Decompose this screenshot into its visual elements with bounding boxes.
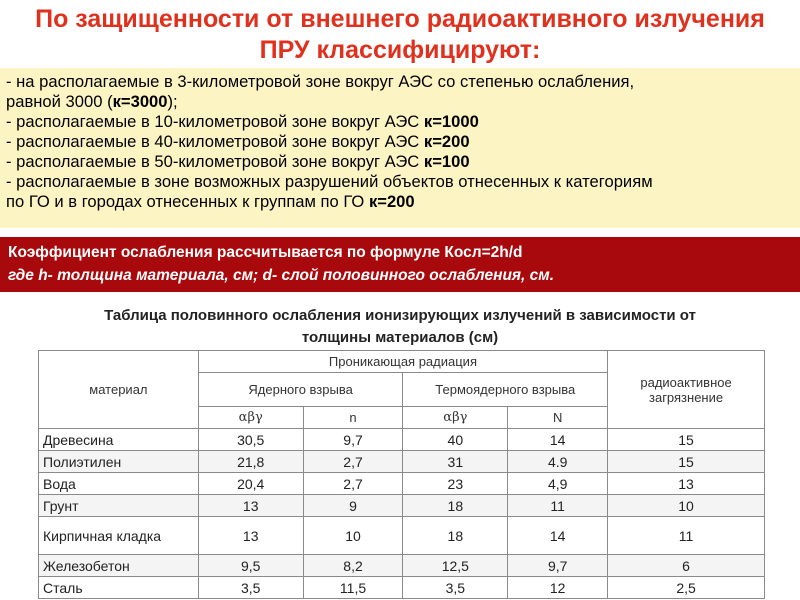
cell-value: 40	[403, 429, 508, 451]
coefficient-value: к=3000	[112, 92, 168, 111]
table-caption	[0, 305, 800, 349]
coefficient-value: к=200	[368, 192, 415, 211]
line-text: равной 3000 (	[6, 92, 113, 111]
table-row	[39, 517, 765, 555]
line-text: );	[167, 92, 178, 111]
cell-value: 9	[303, 495, 403, 517]
cell-value: 13	[198, 495, 303, 517]
coefficient-value: к=1000	[423, 112, 479, 131]
coefficient-value: к=200	[423, 132, 470, 151]
formula-line-2: где h- толщина материала, см; d- слой половинного ослабления, см.	[8, 267, 555, 284]
classification-line-1	[6, 72, 792, 92]
cell-value: 31	[403, 451, 508, 473]
table-row	[39, 473, 765, 495]
cell-value: 12	[508, 577, 608, 599]
cell-value: 9,7	[508, 555, 608, 577]
formula-box	[0, 237, 800, 292]
cell-value: 12,5	[403, 555, 508, 577]
cell-material: Грунт	[39, 495, 199, 517]
cell-value: 10	[608, 495, 765, 517]
attenuation-table	[38, 350, 765, 599]
cell-value: 2,5	[608, 577, 765, 599]
cell-value: 4,9	[508, 473, 608, 495]
cell-value: 13	[198, 517, 303, 555]
cell-value: 14	[508, 517, 608, 555]
cell-value: 14	[508, 429, 608, 451]
cell-value: 11,5	[303, 577, 403, 599]
table-row	[39, 577, 765, 599]
header-sub-3: αβγ	[403, 407, 508, 429]
header-contamination: радиоактивное загрязнение	[608, 351, 765, 429]
cell-value: 18	[403, 517, 508, 555]
cell-value: 4.9	[508, 451, 608, 473]
line-text: по ГО и в городах отнесенных к группам по ГО	[6, 192, 369, 211]
cell-value: 11	[508, 495, 608, 517]
line-text: - располагаемые в зоне возможных разрушений объектов отнесенных к категориям	[6, 172, 653, 191]
cell-value: 9,7	[303, 429, 403, 451]
coefficient-value: к=100	[423, 152, 470, 171]
slide-title	[0, 4, 800, 66]
header-sub-2: n	[303, 407, 403, 429]
table-row	[39, 451, 765, 473]
header-sub-4: N	[508, 407, 608, 429]
classification-line-5	[6, 152, 792, 172]
cell-material: Железобетон	[39, 555, 199, 577]
cell-material: Сталь	[39, 577, 199, 599]
cell-value: 8,2	[303, 555, 403, 577]
cell-value: 15	[608, 429, 765, 451]
header-thermonuclear: Термоядерного взрыва	[403, 373, 608, 407]
table-row	[39, 555, 765, 577]
header-penetrating: Проникающая радиация	[198, 351, 607, 373]
table-row	[39, 429, 765, 451]
classification-line-7	[6, 192, 792, 212]
cell-material: Полиэтилен	[39, 451, 199, 473]
cell-value: 3,5	[403, 577, 508, 599]
cell-value: 10	[303, 517, 403, 555]
header-nuclear: Ядерного взрыва	[198, 373, 403, 407]
classification-line-3	[6, 112, 792, 132]
table-row	[39, 495, 765, 517]
title-line-2: ПРУ классифицируют:	[259, 36, 541, 64]
line-text: - на располагаемые в 3-километровой зоне вокруг АЭС со степенью ослабления,	[6, 72, 635, 91]
caption-line-2: толщины материалов (см)	[301, 329, 499, 346]
cell-value: 11	[608, 517, 765, 555]
classification-box	[0, 68, 800, 228]
line-text: - располагаемые в 10-километровой зоне вокруг АЭС	[6, 112, 424, 131]
cell-value: 21,8	[198, 451, 303, 473]
cell-value: 18	[403, 495, 508, 517]
cell-value: 23	[403, 473, 508, 495]
caption-line-1: Таблица половинного ослабления ионизирующих излучений в зависимости от	[104, 307, 696, 324]
cell-value: 6	[608, 555, 765, 577]
classification-line-6	[6, 172, 792, 192]
header-material: материал	[39, 351, 199, 429]
cell-value: 9,5	[198, 555, 303, 577]
cell-value: 13	[608, 473, 765, 495]
cell-value: 20,4	[198, 473, 303, 495]
cell-value: 15	[608, 451, 765, 473]
line-text: - располагаемые в 50-километровой зоне вокруг АЭС	[6, 152, 424, 171]
cell-value: 30,5	[198, 429, 303, 451]
cell-material: Древесина	[39, 429, 199, 451]
cell-value: 2,7	[303, 451, 403, 473]
title-line-1: По защищенности от внешнего радиоактивного излучения	[35, 5, 765, 33]
formula-line-1: Коэффициент ослабления рассчитывается по формуле Косл=2h/d	[8, 244, 523, 261]
line-text: - располагаемые в 40-километровой зоне вокруг АЭС	[6, 132, 424, 151]
cell-value: 3,5	[198, 577, 303, 599]
classification-line-4	[6, 132, 792, 152]
header-sub-1: αβγ	[198, 407, 303, 429]
classification-line-2	[6, 92, 792, 112]
cell-material: Вода	[39, 473, 199, 495]
cell-value: 2,7	[303, 473, 403, 495]
cell-material: Кирпичная кладка	[39, 517, 199, 555]
